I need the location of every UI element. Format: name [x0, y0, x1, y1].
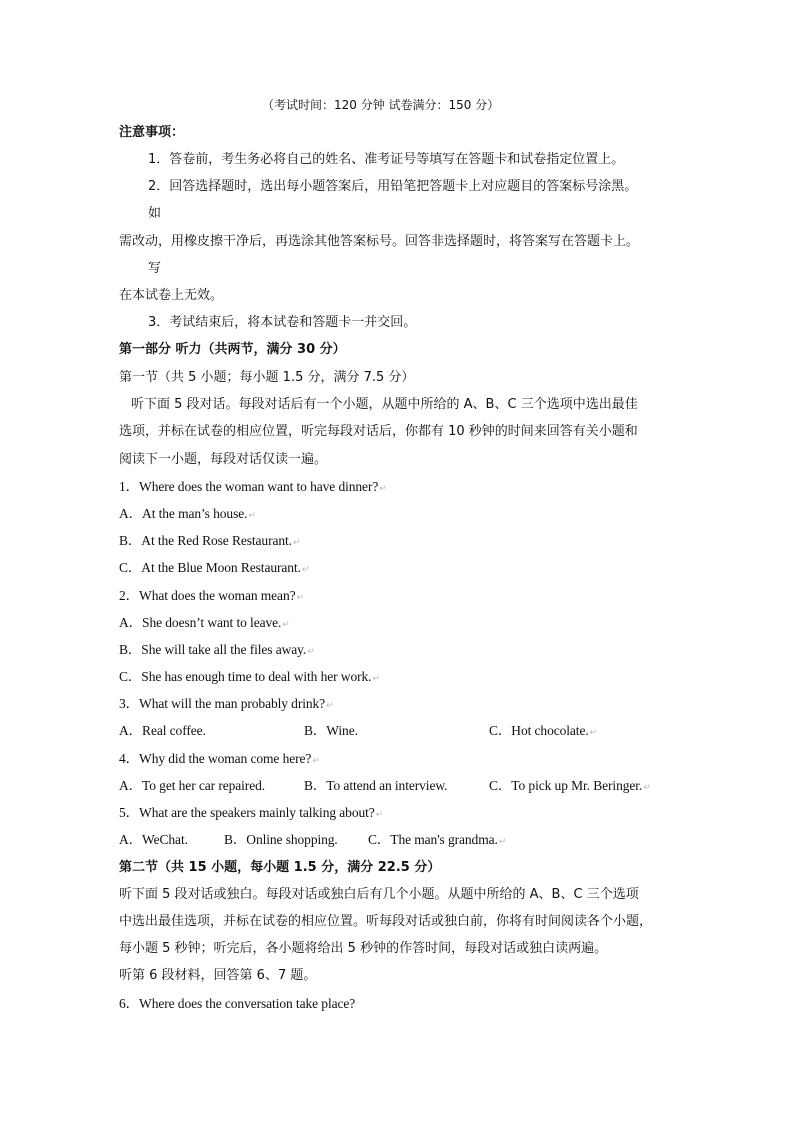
notice-line-3: 如: [148, 206, 162, 221]
q4-option-a: A．To get her car repaired.: [119, 778, 266, 793]
paragraph-mark-icon: ↵: [296, 592, 304, 602]
section2-title: 第二节（共 15 小题，每小题 1.5 分，满分 22.5 分）: [119, 860, 441, 875]
notice-title: 注意事项：: [119, 125, 185, 140]
notice-line-1: 1．答卷前，考生务必将自己的姓名、准考证号等填写在答题卡和试卷指定位置上。: [148, 152, 625, 167]
paragraph-mark-icon: ↵: [248, 510, 256, 520]
notice-line-5: 写: [148, 261, 162, 276]
paragraph-mark-icon: ↵: [301, 564, 310, 574]
q2-option-a: A．She doesn’t want to leave.↵: [119, 615, 290, 630]
paragraph-mark-icon: ↵: [292, 537, 301, 547]
q6-stem: 6．Where does the conversation take place?: [119, 996, 356, 1011]
q5-stem: 5．What are the speakers mainly talking about?↵: [119, 805, 384, 820]
q3-option-b: B．Wine.: [304, 723, 358, 738]
material-6-instruction: 听第 6 段材料，回答第 6、7 题。: [119, 968, 317, 983]
q4-option-b: B．To attend an interview.: [304, 778, 448, 793]
section2-intro-1: 听下面 5 段对话或独白。每段对话或独白后有几个小题。从题中所给的 A、B、C 三个选项: [119, 887, 639, 902]
q4-stem: 4．Why did the woman come here?↵: [119, 751, 320, 766]
q5-option-b: B．Online shopping.: [224, 832, 338, 847]
paragraph-mark-icon: ↵: [589, 727, 598, 737]
q2-option-b: B．She will take all the files away.↵: [119, 642, 315, 657]
paragraph-mark-icon: ↵: [372, 673, 380, 683]
notice-line-6: 在本试卷上无效。: [119, 288, 224, 303]
q5-option-a: A．WeChat.: [119, 832, 188, 847]
q1-option-c: C．At the Blue Moon Restaurant.↵: [119, 560, 310, 575]
paragraph-mark-icon: ↵: [282, 619, 290, 629]
paragraph-mark-icon: ↵: [307, 646, 315, 656]
section1-title: 第一节（共 5 小题；每小题 1.5 分，满分 7.5 分）: [119, 370, 415, 385]
q3-option-a: A．Real coffee.: [119, 723, 206, 738]
q1-stem: 1．Where does the woman want to have dinner?↵: [119, 479, 387, 494]
q1-option-a: A．At the man’s house.↵: [119, 506, 256, 521]
notice-line-2: 2．回答选择题时，选出每小题答案后，用铅笔把答题卡上对应题目的答案标号涂黑。: [148, 179, 638, 194]
q3-option-c: C．Hot chocolate.↵: [489, 723, 598, 738]
section1-intro-3: 阅读下一小题，每段对话仅读一遍。: [119, 452, 328, 467]
exam-header: （考试时间：120 分钟 试卷满分：150 分）: [262, 98, 500, 112]
paragraph-mark-icon: ↵: [643, 782, 651, 792]
q2-stem: 2．What does the woman mean?↵: [119, 588, 304, 603]
paragraph-mark-icon: ↵: [379, 483, 387, 493]
paragraph-mark-icon: ↵: [326, 700, 334, 710]
q5-option-c: C．The man's grandma.↵: [368, 832, 507, 847]
paragraph-mark-icon: ↵: [312, 755, 320, 765]
paragraph-mark-icon: ↵: [375, 809, 384, 819]
q2-option-c: C．She has enough time to deal with her work.↵: [119, 669, 380, 684]
section1-intro-2: 选项，并标在试卷的相应位置，听完每段对话后，你都有 10 秒钟的时间来回答有关小题和: [119, 424, 638, 439]
section2-intro-2: 中选出最佳选项，并标在试卷的相应位置。听每段对话或独白前，你将有时间阅读各个小题，: [119, 914, 653, 929]
section1-intro-1: 听下面 5 段对话。每段对话后有一个小题，从题中所给的 A、B、C 三个选项中选出最佳: [131, 397, 638, 412]
section2-intro-3: 每小题 5 秒钟；听完后，各小题将给出 5 秒钟的作答时间，每段对话或独白读两遍。: [119, 941, 608, 956]
part1-title: 第一部分 听力（共两节，满分 30 分）: [119, 342, 346, 357]
paragraph-mark-icon: ↵: [498, 836, 507, 846]
notice-line-4: 需改动，用橡皮擦干净后，再选涂其他答案标号。回答非选择题时，将答案写在答题卡上。: [119, 234, 640, 249]
q3-stem: 3．What will the man probably drink?↵: [119, 696, 334, 711]
q1-option-b: B．At the Red Rose Restaurant.↵: [119, 533, 301, 548]
q4-option-c: C．To pick up Mr. Beringer.↵: [489, 778, 651, 793]
notice-line-7: 3．考试结束后，将本试卷和答题卡一并交回。: [148, 315, 417, 330]
